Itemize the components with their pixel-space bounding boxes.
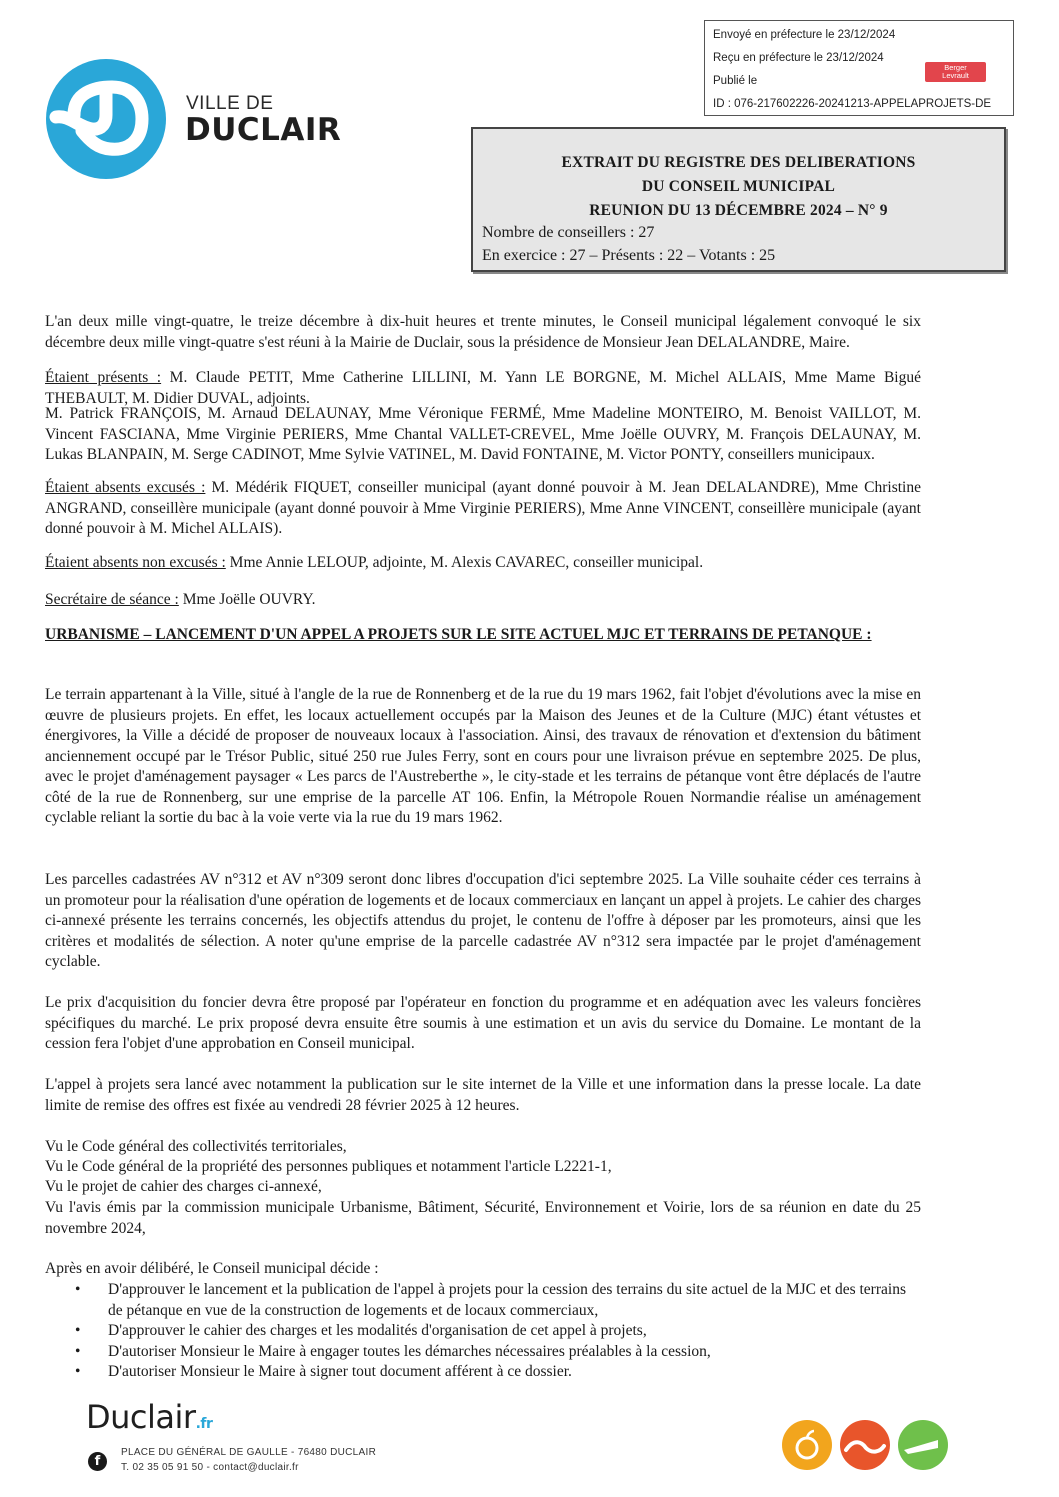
presents-paragraph [45, 368, 921, 409]
footer-address: PLACE DU GÉNÉRAL DE GAULLE - 76480 DUCLAIR [121, 1447, 377, 1458]
footer-theme-badges [780, 1418, 950, 1472]
vu-line-3: Vu le projet de cahier des charges ci-annexé, [45, 1178, 322, 1195]
councillors-count: Nombre de conseillers : 27 [482, 224, 655, 241]
river-badge-icon [898, 1420, 948, 1470]
decision-text: D'autoriser Monsieur le Maire à signer tout document afférent à ce dossier. [108, 1363, 572, 1380]
decision-intro: Après en avoir délibéré, le Conseil municipal décide : [45, 1260, 379, 1277]
berger-levrault-logo-text-1: Berger [944, 63, 967, 72]
secretaire-text: Mme Joëlle OUVRY. [178, 591, 316, 608]
boat-badge-icon [840, 1420, 890, 1470]
logo-ville-de: VILLE DE [186, 93, 274, 114]
stamp-published: Publié le [713, 75, 758, 87]
stamp-id: ID : 076-217602226-20241213-APPELAPROJETS-DE [713, 98, 992, 110]
logo-duclair: DUCLAIR [185, 112, 342, 148]
deliberation-heading: URBANISME – LANCEMENT D'UN APPEL A PROJETS SUR LE SITE ACTUEL MJC ET TERRAINS DE PETANQUE : [45, 626, 872, 643]
footer-brand-suffix: .fr [195, 1416, 213, 1432]
absents-excuses-label: Étaient absents excusés : [45, 479, 206, 496]
absents-non-excuses-text: Mme Annie LELOUP, adjointe, M. Alexis CAVAREC, conseiller municipal. [225, 554, 704, 571]
register-title-2: DU CONSEIL MUNICIPAL [641, 178, 836, 195]
decision-item [45, 1280, 921, 1321]
apple-badge-icon [782, 1420, 832, 1470]
footer-brand [86, 1398, 212, 1436]
decision-text: D'autoriser Monsieur le Maire à engager toutes les démarches nécessaires préalables à la cession, [108, 1342, 711, 1360]
decision-item [45, 1321, 921, 1342]
paragraph-call: L'appel à projets sera lancé avec notamment la publication sur le site internet de la Ville et une information dans la presse locale. La date limite de remise des offres est fixée au vendredi 28 février 2025 à 12 heures. [45, 1076, 921, 1114]
footer-contact: T. 02 35 05 91 50 - contact@duclair.fr [121, 1462, 299, 1473]
duclair-logo-icon [46, 57, 166, 181]
bullet-icon: • [75, 1322, 81, 1339]
decision-text: D'approuver le lancement et la publication de l'appel à projets pour la cession des terrains du site actuel de la MJC et des terrains de pétanque en vue de la construction de logements et de locaux commerciaux, [108, 1281, 906, 1319]
absents-non-excuses-label: Étaient absents non excusés : [45, 554, 226, 571]
register-extract-box [471, 127, 1006, 272]
berger-levrault-logo-text-2: Levrault [942, 71, 969, 80]
facebook-icon[interactable]: f [88, 1452, 107, 1471]
register-title-3: REUNION DU 13 DÉCEMBRE 2024 – N° 9 [589, 202, 888, 219]
prefecture-stamp [704, 20, 1014, 116]
paragraph-context: Le terrain appartenant à la Ville, situé à l'angle de la rue de Ronnenberg et de la rue du 19 mars 1962, fait l'objet d'évolutions avec la mise en œuvre de plusieurs projets. En effet, les locaux actuellement occupés par la Maison des Jeunes et de la Culture (MJC) étant vétustes et énergivores, la Ville a décidé de proposer de nouveaux locaux à l'association. Ainsi, des travaux de rénovation et d'extension du bâtiment anciennement occupé par le Trésor Public, situé 250 rue Jules Ferry, sont en cours pour une livraison prévue en septembre 2025. De plus, avec le projet d'aménagement paysager « Les parcs de l'Austreberthe », le city-stade et les terrains de pétanque vont être déplacés de l'autre côté de la rue de Ronnenberg, sur une emprise de la parcelle AT 106. Enfin, la Métropole Rouen Normandie réalise un aménagement cyclable reliant la sortie du bac à la voie verte via la rue du 19 mars 1962. [45, 686, 921, 826]
intro-paragraph: L'an deux mille vingt-quatre, le treize décembre à dix-huit heures et trente minutes, le Conseil municipal légalement convoqué le six décembre deux mille vingt-quatre s'est réuni à la Mairie de Duclair, sous la présidence de Monsieur Jean DELALANDRE, Maire. [45, 313, 921, 351]
decision-text: D'approuver le cahier des charges et les modalités d'organisation de cet appel à projets, [108, 1322, 647, 1339]
secretaire-paragraph [45, 590, 921, 611]
bullet-icon: • [75, 1342, 81, 1360]
berger-levrault-logo [925, 62, 986, 82]
vu-line-2: Vu le Code général de la propriété des personnes publiques et notamment l'article L2221-1, [45, 1158, 612, 1175]
footer-brand-name: Duclair [86, 1398, 196, 1436]
bullet-icon: • [75, 1363, 81, 1380]
vu-line-1: Vu le Code général des collectivités territoriales, [45, 1138, 347, 1155]
stamp-received: Reçu en préfecture le 23/12/2024 [713, 52, 884, 64]
decision-list [45, 1280, 921, 1383]
presents-councillors: M. Patrick FRANÇOIS, M. Arnaud DELAUNAY, Mme Véronique FERMÉ, Mme Madeline MONTEIRO, M. Benoist VAILLOT, M. Vincent FASCIANA, Mme Virginie PERIERS, Mme Chantal VALLET-CREVEL, Mme Joëlle OUVRY, M. François DELAUNAY, M. Lukas BLANPAIN, M. Serge CADINOT, Mme Sylvie VATINEL, M. David FONTAINE, M. Victor PONTY, conseillers municipaux. [45, 405, 921, 463]
presents-label: Étaient présents : [45, 369, 162, 386]
paragraph-price: Le prix d'acquisition du foncier devra être proposé par l'opérateur en fonction du programme et en adéquation avec les valeurs foncières spécifiques du marché. Le prix proposé devra ensuite être soumis à une estimation et un avis du service du Domaine. Le montant de la cession fera l'objet d'une approbation en Conseil municipal. [45, 994, 921, 1052]
absents-excuses-paragraph [45, 478, 921, 540]
bullet-icon: • [75, 1281, 81, 1298]
stamp-sent: Envoyé en préfecture le 23/12/2024 [713, 29, 896, 41]
absents-excuses-text: M. Médérik FIQUET, conseiller municipal (ayant donné pouvoir à M. Jean DELALANDRE), Mme Christine ANGRAND, conseillère municipale (ayant donné pouvoir à Mme Virginie PERIERS), Mme Anne VINCENT, conseillère municipale (ayant donné pouvoir à M. Michel ALLAIS). [45, 479, 921, 537]
paragraph-parcels: Les parcelles cadastrées AV n°312 et AV n°309 seront donc libres d'occupation d'ici septembre 2025. La Ville souhaite céder ces terrains à un promoteur pour la réalisation d'une opération de logements et de locaux commerciaux en lançant un appel à projets. Le cahier des charges ci-annexé présente les terrains concernés, les objectifs attendus du projet, le contenu de l'offre à déposer par les promoteurs, ainsi que les critères et modalités de sélection. A noter qu'une emprise de la parcelle cadastrée AV n°312 sera impactée par le projet d'aménagement cyclable. [45, 871, 921, 970]
attendance-count: En exercice : 27 – Présents : 22 – Votants : 25 [482, 247, 776, 264]
absents-non-excuses-paragraph [45, 553, 921, 574]
decision-item [45, 1342, 921, 1363]
presents-adjoints: M. Claude PETIT, Mme Catherine LILLINI, M. Yann LE BORGNE, M. Michel ALLAIS, Mme Mame Bigué THEBAULT, M. Didier DUVAL, adjoints. [45, 369, 921, 407]
register-title-1: EXTRAIT DU REGISTRE DES DELIBERATIONS [561, 154, 916, 171]
decision-item [45, 1362, 921, 1383]
vu-line-4: Vu l'avis émis par la commission municipale Urbanisme, Bâtiment, Sécurité, Environnement et Voirie, lors de sa réunion en date du 25 novembre 2024, [45, 1199, 921, 1237]
secretaire-label: Secrétaire de séance : [45, 591, 179, 608]
